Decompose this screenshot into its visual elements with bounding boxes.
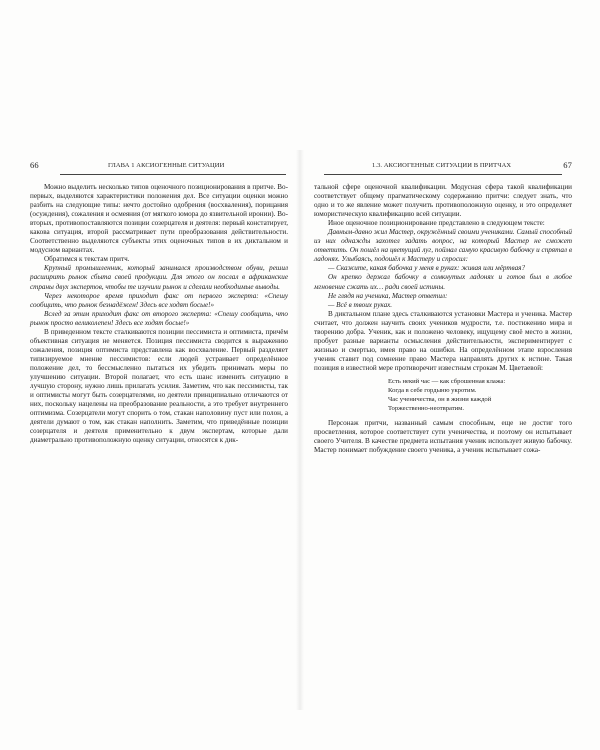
paragraph: В диктальном плане здесь сталкиваются установки Мастера и ученика. Мастер считает, что должен научить своих учеников мудрости, т.е. постижению мира и творению добра. Ученик, как и положено человеку, ищущему своё место в жизни, пробует разные варианты осмысления действительности, экспериментирует с жизнью и смертью, имея право на ошибки. На определённом этапе взросления ученик ставит под сомнение право Мастера направлять других к истине. Такая позиция в известной мере противоречит известным строкам М. Цветаевой:	[314, 309, 572, 372]
paragraph: Персонаж притчи, названный самым способным, еще не достиг того просветления, которое соответствует сути ученичества, и поэтому он испытывает своего Учителя. В качестве предмета испытания ученик использует живую бабочку. Мастер понимает побуждение своего ученика, а ученик испытывает сожа-	[314, 418, 572, 455]
paragraph: Иное оценочное позиционирование представлено в следующем тексте:	[328, 219, 545, 228]
verse-line: Час ученичества, он в жизни каждой	[388, 395, 492, 403]
right-page-body	[314, 183, 572, 455]
paragraph: Можно выделить несколько типов оценочного позиционирования в притче. Во-первых, выделяются характеристики положения дел. Все ситуации оценки можно разбить на следующие типы: нечто достойно одобрения (восхваления), порицания (осуждения), сожаления и осмеяния (от мягкого юмора до язвительной иронии). Во-вторых, противопоставляются позиции созерцателя и деятеля: первый констатирует, какова ситуация, второй рассматривает пути преобразования действительности. Соответственно выделяются субъекты этих оценочных типов в их диктальном и модусном вариантах.	[30, 183, 288, 255]
paragraph: Давным-давно жил Мастер, окружённый своими учениками. Самый способный из них однажды захотел задать вопрос, на который Мастер не сможет ответить. Он пошёл на цветущий луг, поймал самую красивую бабочку и спрятал в ладонях. Улыбаясь, подошёл к Мастеру и спросил:	[314, 228, 572, 264]
paragraph: Крупный промышленник, который занимался производством обуви, решил расширить рынок сбыта своей продукции. Для этого он послал в африканские страны двух экспертов, чтобы те изучили рынок и сделали необходимые выводы.	[30, 264, 288, 291]
verse-line: Торжественно-неотвратим.	[388, 404, 464, 412]
right-page	[314, 160, 572, 455]
left-page	[30, 160, 288, 445]
header-rule	[60, 174, 286, 175]
paragraph: Через некоторое время приходит факс от первого эксперта: «Спешу сообщить, что рынок безнадёжен! Здесь все ходят босые!»	[30, 291, 288, 309]
left-page-body	[30, 183, 288, 445]
right-page-header	[314, 160, 572, 174]
paragraph: Он крепко держал бабочку в сомкнутых ладонях и готов был в любое мгновение сжать их… ради своей истины.	[314, 273, 572, 291]
verse-line: Есть некий час — как сброшенная клажа:	[388, 377, 506, 385]
paragraph: — Скажите, какая бабочка у меня в руках: живая или мёртвая?	[328, 264, 526, 273]
left-page-header	[30, 160, 288, 174]
paragraph: Не глядя на ученика, Мастер ответил:	[328, 291, 448, 300]
paragraph: Вслед за этим приходит факс от второго эксперта: «Спешу сообщить, что рынок просто великолепен! Здесь все ходят босые!»	[30, 309, 288, 327]
book-gutter	[296, 150, 304, 710]
running-head: 1.3. АКСИОГЕННЫЕ СИТУАЦИИ В ПРИТЧАХ	[372, 162, 512, 169]
paragraph: — Всё в твоих руках.	[328, 300, 393, 309]
page-number: 67	[563, 160, 572, 170]
paragraph: Обратимся к текстам притч.	[44, 255, 130, 264]
running-head: ГЛАВА 1 АКСИОГЕННЫЕ СИТУАЦИИ	[108, 162, 225, 169]
poem-quote	[388, 377, 572, 413]
header-rule	[324, 174, 562, 175]
verse-line: Когда в себе гордыню укротим.	[388, 386, 477, 394]
paragraph: В приведенном тексте сталкиваются позиции пессимиста и оптимиста, причём объективная ситуация не меняется. Позиция пессимиста сводится к выражению сожаления, позиция оптимиста представлена как восхваление. Первый разделяет типизируемое мнение пессимистов: если людей устраивает определённое положение дел, то бессмысленно пытаться их убедить принимать меры по улучшению ситуации. Второй полагает, что есть шанс изменить ситуацию в лучшую сторону, нужно лишь прилагать усилия. Заметим, что как пессимисты, так и оптимисты могут быть созерцателями, но деятели принципиально отличаются от них, поскольку нацелены на преобразование реальности, а это требует внутреннего оптимизма. Созерцатели могут спорить о том, стакан наполовину пуст или полон, а деятели думают о том, как стакан наполнить. Заметим, что приведённые позиции созерцателя и деятеля применительно к двум экспертам, которые дали диаметрально противоположную оценку ситуации, относятся к дик-	[30, 327, 288, 445]
paragraph: тальной сфере оценочной квалификации. Модусная сфера такой квалификации соответствует общему прагматическому содержанию притчи: следует знать, что одно и то же явление может получить противоположную оценку, и это определяет юмористическую квалификацию всей ситуации.	[314, 183, 572, 219]
page-number: 66	[30, 160, 39, 170]
